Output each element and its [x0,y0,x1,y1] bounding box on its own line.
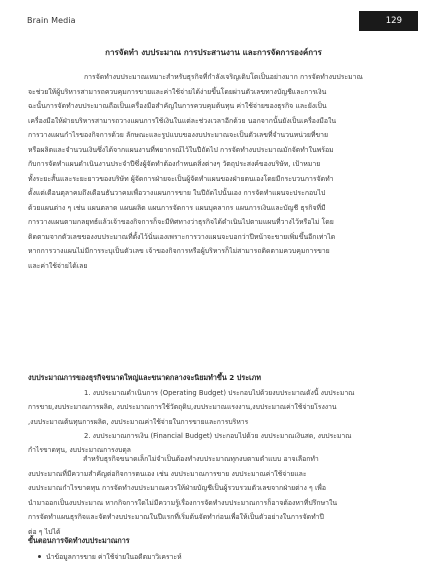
bullet-item [38,551,182,562]
paragraph-line: หรือผลิตและจำนวนเงินซึ่งได้จากแผนงานที่พยากรณ์ไว้ในปีถัดไป การจัดทำงบประมาณมักจัดทำในพร้อม [28,145,334,154]
paragraph-line: หากการวางแผนไม่มีการระบุเป็นตัวเลข เจ้าของกิจการหรือผู้บริหารก็ไม่สามารถติดตามควบคุมการขาย [28,247,330,255]
paragraph-line: งบประมาณที่มีความสำคัญต่อกิจการตนเอง เช่น งบประมาณการขาย งบประมาณค่าใช้จ่ายและ [28,469,307,478]
page-number-badge [359,11,418,31]
section-heading: งบประมาณการของธุรกิจขนาดใหญ่และขนาดกลางจะนิยมทำขึ้น 2 ประเภท [28,373,261,382]
paragraph-line: การวางแผนตามกลยุทธ์แล้วเจ้าของกิจการก็จะมีทิศทางว่าธุรกิจได้ดำเนินไปตามแผนที่วางไว้หรือไม่ โดย [28,218,334,226]
paragraph-line: ทั้งระยะสั้นและระยะยาวของบริษัท ผู้จัดการฝ่ายจะเป็นผู้จัดทำแผนของฝ่ายตนเองโดยมีกระบวนการจัดทำ [28,174,334,183]
paragraph-line: งบประมาณกำไรขาดทุน การจัดทำงบประมาณควรให้ฝ่ายบัญชีเป็นผู้รวบรวมตัวเลขจากฝ่ายต่าง ๆ เพื่อ [28,484,326,492]
list-item-continuation: กำไรขาดทุน, งบประมาณการงบดุล [28,446,131,455]
intro-paragraph [28,70,402,273]
budget-types-list [28,386,402,457]
paragraph-line: ตั้งแต่เดือนตุลาคมถึงเดือนธันวาคมเพื่อวางแผนการขาย ในปีถัดไปนั้นเอง การจัดทำแผนจะประกอบไป [28,189,326,197]
paragraph-line: จะช่วยให้ผู้บริหารสามารถควบคุมการขายและค่าใช้จ่ายได้ง่ายขึ้นโดยผ่านตัวเลขทางบัญชีและการเงิน [28,87,327,96]
list-item: 1. งบประมาณดำเนินการ (Operating Budget) ประกอบไปด้วยงบประมาณดังนี้ งบประมาณ [84,389,355,397]
steps-heading: ขั้นตอนการจัดทำงบประมาณการ [28,536,130,545]
paragraph-line: และค่าใช้จ่ายได้เลย [28,261,88,270]
paragraph-line: การจัดทำงบประมาณเหมาะสำหรับธุรกิจที่กำลังเจริญเติบโตเป็นอย่างมาก การจัดทำงบประมาณ [84,73,363,81]
paragraph-line: ฉะนั้นการจัดทำงบประมาณถือเป็นเครื่องมือสำคัญในการควบคุมต้นทุน ค่าใช้จ่ายของธุรกิจ และยังเป็น [28,102,327,110]
paragraph-line: การวางแผนกำไรของกิจการด้วย ลักษณะและรูปแบบของงบประมาณจะเป็นตัวเลขที่จำนวนหน่วยที่ขาย [28,131,329,139]
paragraph-line: นำมาออกเป็นงบประมาณ หากกิจการใดไม่มีความรู้เรื่องการจัดทำงบประมาณการก็อาจต้องหาที่ปรึกษาใน [28,498,338,507]
list-item-continuation: การขาย,งบประมาณการผลิต, งบประมาณการใช้วัตถุดิบ,งบประมาณแรงงาน,งบประมาณค่าใช้จ่ายโรงงาน [28,403,337,412]
paragraph-line: การจัดทำแผนธุรกิจและจัดทำงบประมาณในปีแรกที่เริ่มต้นจัดทำก่อนเพื่อให้เป็นตัวอย่างในการจัดทำปี [28,513,324,521]
page-number: 129 [385,16,402,26]
list-item: 2. งบประมาณการเงิน (Financial Budget) ประกอบไปด้วย งบประมาณเงินสด, งบประมาณ [84,431,352,440]
paragraph-line: ต่อ ๆ ไปได้ [28,527,61,536]
paragraph-line: สำหรับธุรกิจขนาดเล็กไม่จำเป็นต้องทำงบประมาณทุกงบตามตำแบบ อาจเลือกทำ [83,455,319,463]
bullet-icon [38,555,41,558]
header-brand: Brain Media [27,16,76,25]
document-title: การจัดทำ งบประมาณ การประสานงาน และการจัดการองค์การ [105,48,322,57]
bullet-text: นำข้อมูลการขาย ค่าใช้จ่ายในอดีตมาวิเคราะห์ [46,553,182,561]
paragraph-line: ด้วยแผนต่าง ๆ เช่น แผนตลาด แผนผลิต แผนการจัดการ แผนบุคลากร แผนการเงินและบัญชี ธุรกิจที่มี [28,203,326,212]
small-business-paragraph [28,452,402,539]
list-item-continuation: ,งบประมาณต้นทุนการผลิต, งบประมาณค่าใช้จ่ายในการขายและการบริหาร [28,417,249,426]
paragraph-line: ติดตามจากตัวเลขของงบประมาณที่ตั้งไว้นั่นเองเพราะการวางแผนจะบอกว่าปีหน้าจะขายเพิ่มขึ้นอีกเท่าได [28,232,336,241]
paragraph-line: กับการจัดทำแผนดำเนินงานประจำปีซึ่งผู้จัดทำต้องกำหนดสิ่งต่างๆ วัตถุประสงค์ของบริษัท, เป้าหมาย [28,160,321,168]
paragraph-line: เครื่องมือให้ฝ่ายบริหารสามารถวางแผนการใช้เงินในแต่ละช่วงเวลาอีกด้วย นอกจากนั้นยังเป็นเครื่องมือใน [28,116,337,125]
